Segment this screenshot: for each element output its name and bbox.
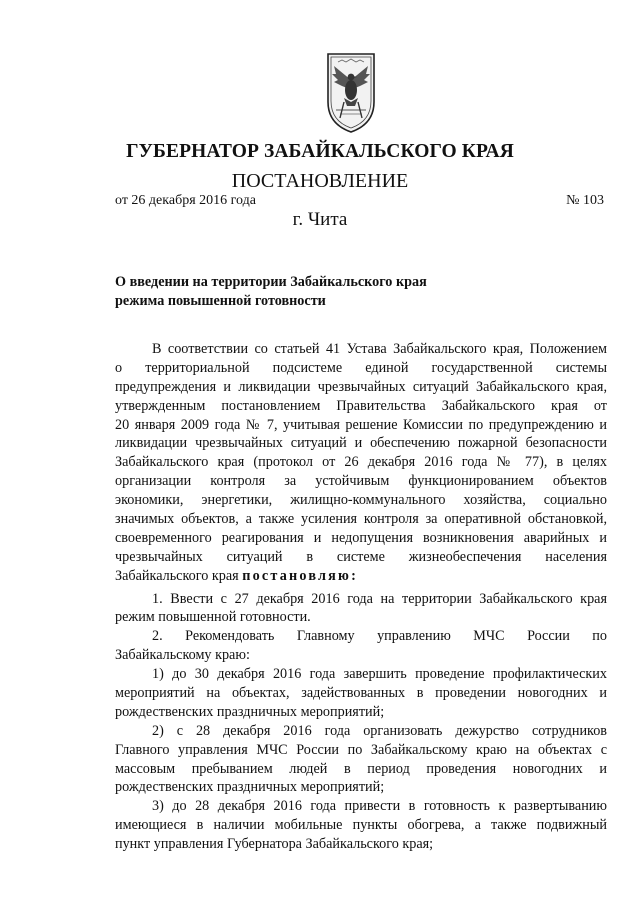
- text-line: Забайкальскому краю:: [115, 647, 250, 664]
- text-line: организации контроля за устойчивым функционированием объектов: [115, 473, 607, 490]
- text-line: чрезвычайных ситуаций в системе жизнеобеспечения населения: [115, 548, 607, 565]
- text-line: ликвидации чрезвычайных ситуаций и обеспечению пожарной безопасности: [115, 435, 607, 452]
- document-date: от 26 декабря 2016 года: [115, 193, 256, 208]
- coat-of-arms-emblem: [322, 50, 380, 134]
- text-line: пункт управления Губернатора Забайкальского края;: [115, 836, 434, 853]
- document-type: ПОСТАНОВЛЕНИЕ: [231, 170, 409, 192]
- issuer-title: ГУБЕРНАТОР ЗАБАЙКАЛЬСКОГО КРАЯ: [126, 141, 514, 162]
- text-line: о территориальной подсистеме единой государственной системы: [115, 359, 607, 376]
- text-line: 1. Ввести с 27 декабря 2016 года на территории Забайкальского края: [152, 590, 607, 607]
- text-line: 3) до 28 декабря 2016 года привести в готовность к развертыванию: [152, 798, 607, 815]
- text-line: предупреждения и ликвидации чрезвычайных ситуаций Забайкальского края,: [115, 378, 607, 395]
- document-body: [115, 340, 607, 854]
- document-number: № 103: [566, 193, 604, 208]
- text-line: рождественских праздничных мероприятий;: [115, 779, 385, 796]
- text-line: [115, 567, 607, 586]
- subject-line: режима повышенной готовности: [115, 292, 326, 309]
- text-line: 20 января 2009 года № 7, учитывая решение Комиссии по предупреждению и: [115, 416, 607, 433]
- text-fragment: Забайкальского края: [115, 567, 243, 584]
- text-line: Забайкальского края (протокол от 26 декабря 2016 года № 77), в целях: [115, 454, 607, 471]
- text-line: мероприятий на объектах, задействованных в проведении новогодних и: [115, 685, 607, 702]
- text-line: рождественских праздничных мероприятий;: [115, 703, 385, 720]
- text-line: значимых объектов, а также усиления контроля за оперативной обстановкой,: [115, 511, 607, 528]
- text-line: экономики, энергетики, жилищно-коммунального хозяйства, социально: [115, 492, 607, 509]
- text-line: 1) до 30 декабря 2016 года завершить проведение профилактических: [152, 666, 607, 683]
- resolution-keyword: постановляю:: [242, 567, 358, 584]
- text-line: своевременного реагирования и недопущения возникновения аварийных и: [115, 529, 607, 546]
- text-line: массовым пребыванием людей в период проведения новогодних и: [115, 760, 607, 777]
- text-line: режим повышенной готовности.: [115, 609, 311, 626]
- text-line: Главного управления МЧС России по Забайкальскому краю на объектах с: [115, 741, 607, 758]
- text-line: 2) с 28 декабря 2016 года организовать дежурство сотрудников: [152, 722, 607, 739]
- text-line: 2. Рекомендовать Главному управлению МЧС России по: [152, 628, 607, 645]
- subject-line: О введении на территории Забайкальского края: [115, 274, 427, 290]
- text-line: имеющиеся в наличии мобильные пункты обогрева, а также подвижный: [115, 817, 607, 834]
- document-city: г. Чита: [292, 209, 348, 230]
- text-line: утвержденным постановлением Правительства Забайкальского края от: [115, 397, 607, 414]
- text-line: В соответствии со статьей 41 Устава Забайкальского края, Положением: [152, 341, 607, 357]
- document-subject: [115, 272, 535, 310]
